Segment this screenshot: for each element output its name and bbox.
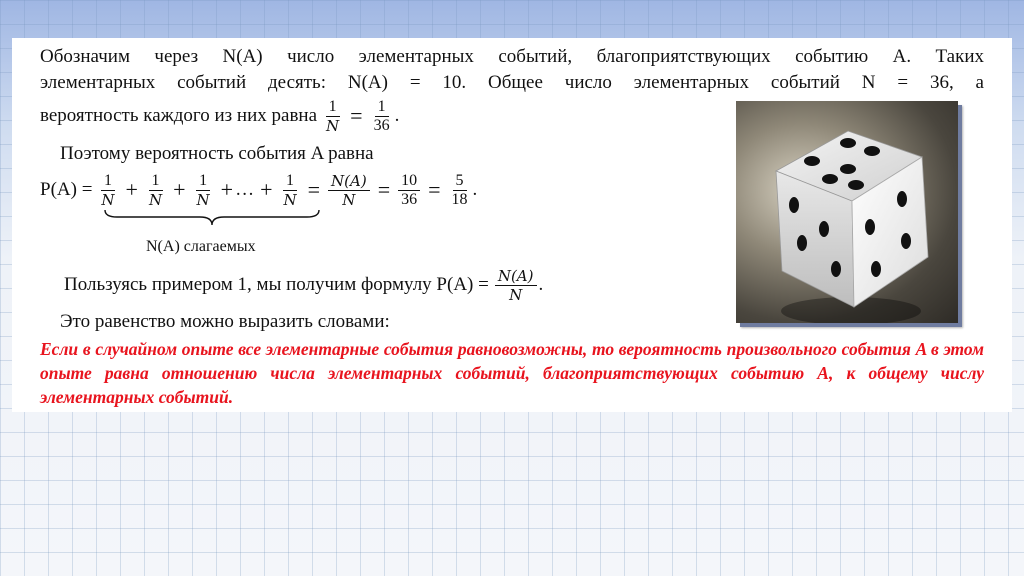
period: . [394,105,400,126]
fraction-10-over-36 [398,172,420,209]
text-line-2: элементарных событий десять: N(A) = 10. Общее число элементарных событий N = 36, а [40,72,984,93]
fraction-denominator: 18 [451,190,468,208]
text-line-5-prefix: Пользуясь примером 1, мы получим формулу P(A) = [64,274,489,295]
fraction-denominator: N [342,190,356,209]
fraction-numerator: 1 [196,172,210,191]
text-line-3-prefix: вероятность каждого из них равна [40,105,318,126]
fraction-denominator: N [326,116,340,135]
fraction-numerator: 1 [101,172,115,191]
underbrace-label: N(A) слагаемых [146,238,256,255]
fraction-numerator: 5 [453,172,467,191]
dice-image [736,101,958,323]
equation-ellipsis: … [235,179,255,200]
text-line-6: Это равенство можно выразить словами: [60,311,390,332]
fraction-denominator: N [148,190,163,209]
text-line-4: Поэтому вероятность события A равна [60,143,374,164]
fraction-numerator: 1 [326,98,340,117]
period: . [472,179,478,200]
fraction-na-over-n [328,172,370,209]
formula-fraction [495,267,537,304]
fraction-denominator: N [283,190,297,209]
fraction-numerator: 10 [398,172,420,191]
equation-term-3 [194,172,213,209]
text-line-5 [64,262,543,308]
dice-icon [736,101,958,323]
fraction-denominator: 36 [401,190,418,208]
fraction-numerator: 1 [283,172,297,191]
equation-term-1 [98,172,117,209]
fraction-5-over-18 [449,172,471,209]
equation-term-last [280,172,299,209]
probability-equation: P(A) = $\frac{1}{N}$ + $\frac{1}{N}$ + $\frac{1}{N}$ + … + $\frac{1}{N}$ = $\frac{N(A)}{N}$ = $\frac{10}{36}$ = $\frac{5}{18}$ . [40,171,478,209]
period: . [538,274,544,295]
equation-lhs: P(A) = [40,179,93,200]
fraction-numerator: 1 [149,172,163,191]
rule-statement: Если в случайном опыте все элементарные события равновозможны, то вероятность произвольного события A в этом опыте равна отношению числа элементарных событий, благоприятствующих событию A, к общему числу элементарных событий. [40,339,984,407]
text-line-1: Обозначим через N(A) число элементарных событий, благоприятствующих событию A. Таких [40,46,984,67]
fraction-denominator: N [101,190,115,209]
fraction-numerator: N(A) [495,267,537,286]
fraction-denominator: 36 [373,116,390,134]
text-line-3: вероятность каждого из них равна $\frac{1}{N}$ = $\frac{1}{36}$ . [40,97,400,135]
fraction-1-over-36 [371,98,393,135]
equation-term-2 [146,172,165,209]
underbrace [103,208,321,226]
fraction-denominator: N [196,190,210,209]
fraction-denominator: N [509,285,523,304]
fraction-1-over-n [323,98,342,135]
fraction-numerator: 1 [375,98,389,117]
fraction-numerator: N(A) [328,172,370,191]
